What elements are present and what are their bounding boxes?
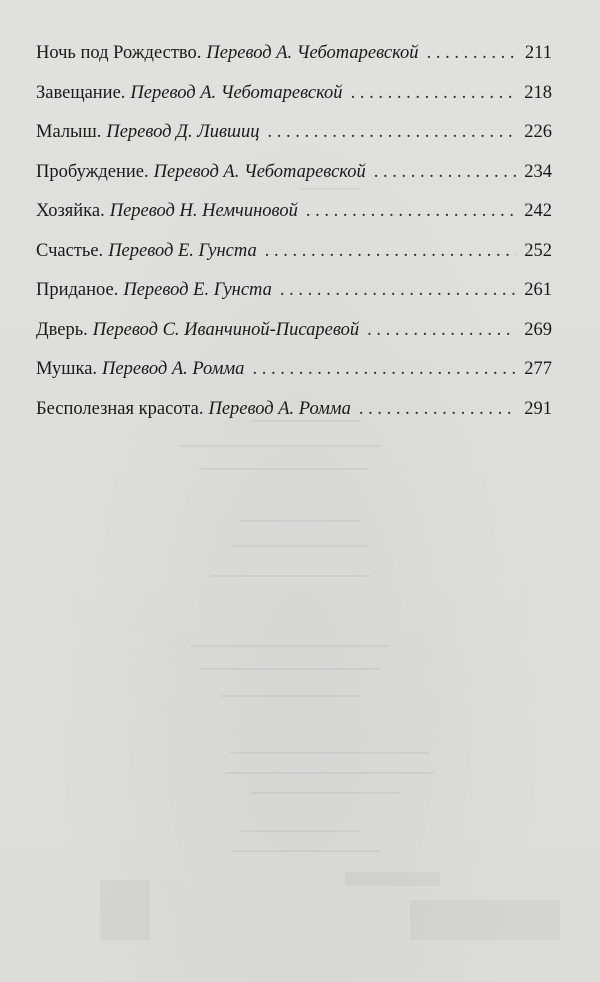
toc-entry-page-number: 252 (524, 240, 552, 261)
toc-entry-page-number: 234 (524, 161, 552, 182)
toc-entry-page-number: 291 (524, 398, 552, 419)
toc-entry-page-number: 269 (524, 319, 552, 340)
toc-entry-translator: Перевод С. Иванчиной-Писаревой (92, 319, 360, 340)
toc-entry (36, 390, 552, 430)
toc-entry-title: Приданое. (36, 280, 119, 300)
toc-entry (36, 192, 552, 232)
toc-entry-title: Дверь. (36, 319, 88, 340)
toc-entry-translator: Перевод Н. Немчиновой (109, 201, 298, 221)
toc-entry-translator: Перевод А. Ромма (102, 359, 245, 379)
toc-dot-leader (351, 74, 516, 114)
toc-dot-leader (265, 232, 516, 272)
toc-dot-leader (427, 34, 516, 74)
toc-entry (36, 350, 552, 390)
toc-dot-leader (306, 192, 516, 232)
table-of-contents (36, 34, 552, 429)
toc-entry-title: Бесполезная красота. (36, 398, 204, 419)
toc-dot-leader (359, 390, 516, 430)
toc-entry-title: Завещание. (36, 82, 126, 103)
toc-entry-translator: Перевод А. Ромма (208, 398, 351, 419)
toc-entry (36, 113, 552, 153)
toc-entry-translator: Перевод Е. Гунста (108, 240, 257, 261)
toc-entry-page-number: 242 (524, 201, 552, 221)
toc-entry-page-number: 211 (524, 43, 552, 63)
toc-entry-page-number: 226 (524, 122, 552, 142)
toc-entry (36, 311, 552, 351)
toc-entry-title: Ночь под Рождество. (36, 43, 202, 63)
toc-entry-page-number: 218 (524, 82, 552, 103)
toc-dot-leader (374, 153, 516, 193)
toc-entry (36, 232, 552, 272)
toc-entry-page-number: 261 (524, 280, 552, 300)
toc-entry-translator: Перевод А. Чеботаревской (153, 161, 366, 182)
toc-dot-leader (280, 271, 516, 311)
toc-entry-title: Пробуждение. (36, 161, 149, 182)
toc-entry-title: Малыш. (36, 122, 102, 142)
toc-entry-translator: Перевод А. Чеботаревской (206, 43, 419, 63)
toc-entry (36, 74, 552, 114)
toc-dot-leader (267, 113, 516, 153)
toc-entry-translator: Перевод Д. Лившиц (106, 122, 260, 142)
toc-entry-title: Счастье. (36, 240, 104, 261)
toc-dot-leader (252, 350, 516, 390)
toc-entry-title: Мушка. (36, 359, 98, 379)
toc-entry-title: Хозяйка. (36, 201, 105, 221)
toc-entry (36, 153, 552, 193)
toc-entry-translator: Перевод А. Чеботаревской (130, 82, 343, 103)
toc-entry (36, 271, 552, 311)
toc-entry-page-number: 277 (524, 359, 552, 379)
toc-dot-leader (367, 311, 516, 351)
toc-entry-translator: Перевод Е. Гунста (123, 280, 272, 300)
toc-list (36, 34, 552, 429)
toc-entry (36, 34, 552, 74)
